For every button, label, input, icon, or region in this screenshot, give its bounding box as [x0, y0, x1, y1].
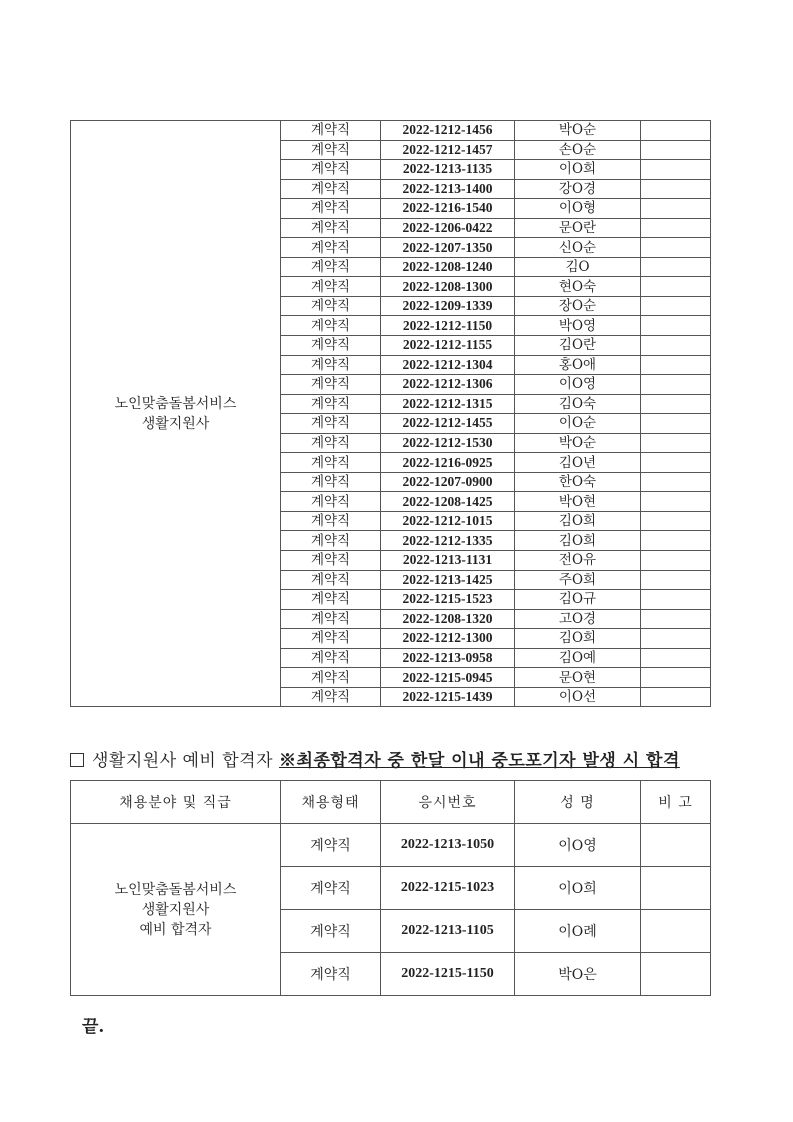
number-cell: 2022-1212-1457 [381, 140, 515, 160]
remarks-cell [641, 277, 711, 297]
type-cell: 계약직 [281, 531, 381, 551]
end-mark: 끝. [82, 1017, 105, 1037]
remarks-cell [641, 121, 711, 141]
type-cell: 계약직 [281, 414, 381, 434]
remarks-cell [641, 511, 711, 531]
number-cell: 2022-1212-1015 [381, 511, 515, 531]
type-cell: 계약직 [281, 394, 381, 414]
name-cell: 이O선 [515, 687, 641, 707]
type-cell: 계약직 [281, 433, 381, 453]
type-cell: 계약직 [281, 629, 381, 649]
name-cell: 박O은 [515, 953, 641, 996]
remarks-cell [641, 590, 711, 610]
remarks-cell [641, 160, 711, 180]
remarks-cell [641, 687, 711, 707]
type-cell: 계약직 [281, 316, 381, 336]
type-cell: 계약직 [281, 257, 381, 277]
name-cell: 김O년 [515, 453, 641, 473]
type-cell: 계약직 [281, 336, 381, 356]
number-cell: 2022-1212-1155 [381, 336, 515, 356]
name-cell: 김O규 [515, 590, 641, 610]
type-cell: 계약직 [281, 668, 381, 688]
name-cell: 김O희 [515, 629, 641, 649]
remarks-cell [641, 414, 711, 434]
type-cell: 계약직 [281, 296, 381, 316]
name-cell: 박O현 [515, 492, 641, 512]
number-cell: 2022-1213-1400 [381, 179, 515, 199]
type-cell: 계약직 [281, 121, 381, 141]
remarks-cell [641, 570, 711, 590]
type-cell: 계약직 [281, 609, 381, 629]
name-cell: 현O숙 [515, 277, 641, 297]
number-cell: 2022-1212-1335 [381, 531, 515, 551]
number-cell: 2022-1208-1300 [381, 277, 515, 297]
number-cell: 2022-1215-1150 [381, 953, 515, 996]
remarks-cell [641, 336, 711, 356]
type-cell: 계약직 [281, 179, 381, 199]
type-cell: 계약직 [281, 590, 381, 610]
type-cell: 계약직 [281, 199, 381, 219]
name-cell: 홍O애 [515, 355, 641, 375]
type-cell: 계약직 [281, 453, 381, 473]
number-cell: 2022-1212-1455 [381, 414, 515, 434]
name-cell: 이O영 [515, 375, 641, 395]
remarks-cell [641, 910, 711, 953]
number-cell: 2022-1207-1350 [381, 238, 515, 258]
name-cell: 김O [515, 257, 641, 277]
remarks-cell [641, 394, 711, 414]
type-cell: 계약직 [281, 867, 381, 910]
number-cell: 2022-1208-1240 [381, 257, 515, 277]
name-cell: 김O예 [515, 648, 641, 668]
type-cell: 계약직 [281, 551, 381, 571]
type-cell: 계약직 [281, 218, 381, 238]
type-cell: 계약직 [281, 238, 381, 258]
remarks-cell [641, 199, 711, 219]
name-cell: 손O순 [515, 140, 641, 160]
remarks-cell [641, 355, 711, 375]
reserve-section-heading [70, 746, 710, 771]
name-cell: 문O현 [515, 668, 641, 688]
remarks-cell [641, 296, 711, 316]
remarks-cell [641, 140, 711, 160]
header-remarks: 비 고 [641, 781, 711, 824]
header-field: 채용분야 및 직급 [71, 781, 281, 824]
name-cell: 김O희 [515, 511, 641, 531]
header-name: 성 명 [515, 781, 641, 824]
number-cell: 2022-1208-1320 [381, 609, 515, 629]
type-cell: 계약직 [281, 570, 381, 590]
remarks-cell [641, 551, 711, 571]
number-cell: 2022-1213-1050 [381, 824, 515, 867]
name-cell: 한O숙 [515, 472, 641, 492]
type-cell: 계약직 [281, 824, 381, 867]
checkbox-square-icon [70, 753, 84, 767]
remarks-cell [641, 257, 711, 277]
remarks-cell [641, 453, 711, 473]
name-cell: 박O영 [515, 316, 641, 336]
name-cell: 이O영 [515, 824, 641, 867]
name-cell: 김O란 [515, 336, 641, 356]
remarks-cell [641, 433, 711, 453]
type-cell: 계약직 [281, 492, 381, 512]
remarks-cell [641, 375, 711, 395]
header-number: 응시번호 [381, 781, 515, 824]
type-cell: 계약직 [281, 953, 381, 996]
type-cell: 계약직 [281, 355, 381, 375]
number-cell: 2022-1212-1315 [381, 394, 515, 414]
name-cell: 이O형 [515, 199, 641, 219]
number-cell: 2022-1212-1456 [381, 121, 515, 141]
number-cell: 2022-1212-1304 [381, 355, 515, 375]
table-row [71, 121, 711, 141]
remarks-cell [641, 867, 711, 910]
remarks-cell [641, 238, 711, 258]
remarks-cell [641, 824, 711, 867]
name-cell: 이O례 [515, 910, 641, 953]
applicant-table [70, 120, 711, 707]
remarks-cell [641, 316, 711, 336]
remarks-cell [641, 492, 711, 512]
name-cell: 문O란 [515, 218, 641, 238]
type-cell: 계약직 [281, 277, 381, 297]
name-cell: 신O순 [515, 238, 641, 258]
type-cell: 계약직 [281, 160, 381, 180]
remarks-cell [641, 629, 711, 649]
number-cell: 2022-1213-1131 [381, 551, 515, 571]
number-cell: 2022-1216-1540 [381, 199, 515, 219]
type-cell: 계약직 [281, 375, 381, 395]
name-cell: 고O경 [515, 609, 641, 629]
number-cell: 2022-1216-0925 [381, 453, 515, 473]
number-cell: 2022-1212-1530 [381, 433, 515, 453]
name-cell: 전O유 [515, 551, 641, 571]
table-row [71, 824, 711, 867]
name-cell: 박O순 [515, 433, 641, 453]
table-header-row [71, 781, 711, 824]
number-cell: 2022-1212-1300 [381, 629, 515, 649]
type-cell: 계약직 [281, 511, 381, 531]
reserve-applicant-table [70, 780, 711, 996]
name-cell: 강O경 [515, 179, 641, 199]
name-cell: 이O순 [515, 414, 641, 434]
name-cell: 이O희 [515, 867, 641, 910]
remarks-cell [641, 609, 711, 629]
name-cell: 김O숙 [515, 394, 641, 414]
type-cell: 계약직 [281, 910, 381, 953]
type-cell: 계약직 [281, 472, 381, 492]
section-title: 생활지원사 예비 합격자 [92, 751, 274, 771]
type-cell: 계약직 [281, 648, 381, 668]
number-cell: 2022-1208-1425 [381, 492, 515, 512]
number-cell: 2022-1212-1150 [381, 316, 515, 336]
name-cell: 박O순 [515, 121, 641, 141]
section-note: ※최종합격자 중 한달 이내 중도포기자 발생 시 합격 [279, 751, 680, 771]
header-type: 채용형태 [281, 781, 381, 824]
remarks-cell [641, 531, 711, 551]
remarks-cell [641, 218, 711, 238]
name-cell: 김O희 [515, 531, 641, 551]
remarks-cell [641, 648, 711, 668]
number-cell: 2022-1212-1306 [381, 375, 515, 395]
type-cell: 계약직 [281, 140, 381, 160]
field-cell: 노인맞춤돌봄서비스 생활지원사 예비 합격자 [71, 824, 281, 996]
name-cell: 이O희 [515, 160, 641, 180]
number-cell: 2022-1213-1425 [381, 570, 515, 590]
remarks-cell [641, 953, 711, 996]
type-cell: 계약직 [281, 687, 381, 707]
number-cell: 2022-1215-1523 [381, 590, 515, 610]
number-cell: 2022-1215-1023 [381, 867, 515, 910]
field-cell: 노인맞춤돌봄서비스 생활지원사 [71, 121, 281, 707]
remarks-cell [641, 179, 711, 199]
number-cell: 2022-1213-0958 [381, 648, 515, 668]
number-cell: 2022-1206-0422 [381, 218, 515, 238]
number-cell: 2022-1207-0900 [381, 472, 515, 492]
number-cell: 2022-1209-1339 [381, 296, 515, 316]
number-cell: 2022-1213-1105 [381, 910, 515, 953]
name-cell: 주O희 [515, 570, 641, 590]
number-cell: 2022-1215-1439 [381, 687, 515, 707]
number-cell: 2022-1213-1135 [381, 160, 515, 180]
number-cell: 2022-1215-0945 [381, 668, 515, 688]
name-cell: 장O순 [515, 296, 641, 316]
remarks-cell [641, 668, 711, 688]
remarks-cell [641, 472, 711, 492]
